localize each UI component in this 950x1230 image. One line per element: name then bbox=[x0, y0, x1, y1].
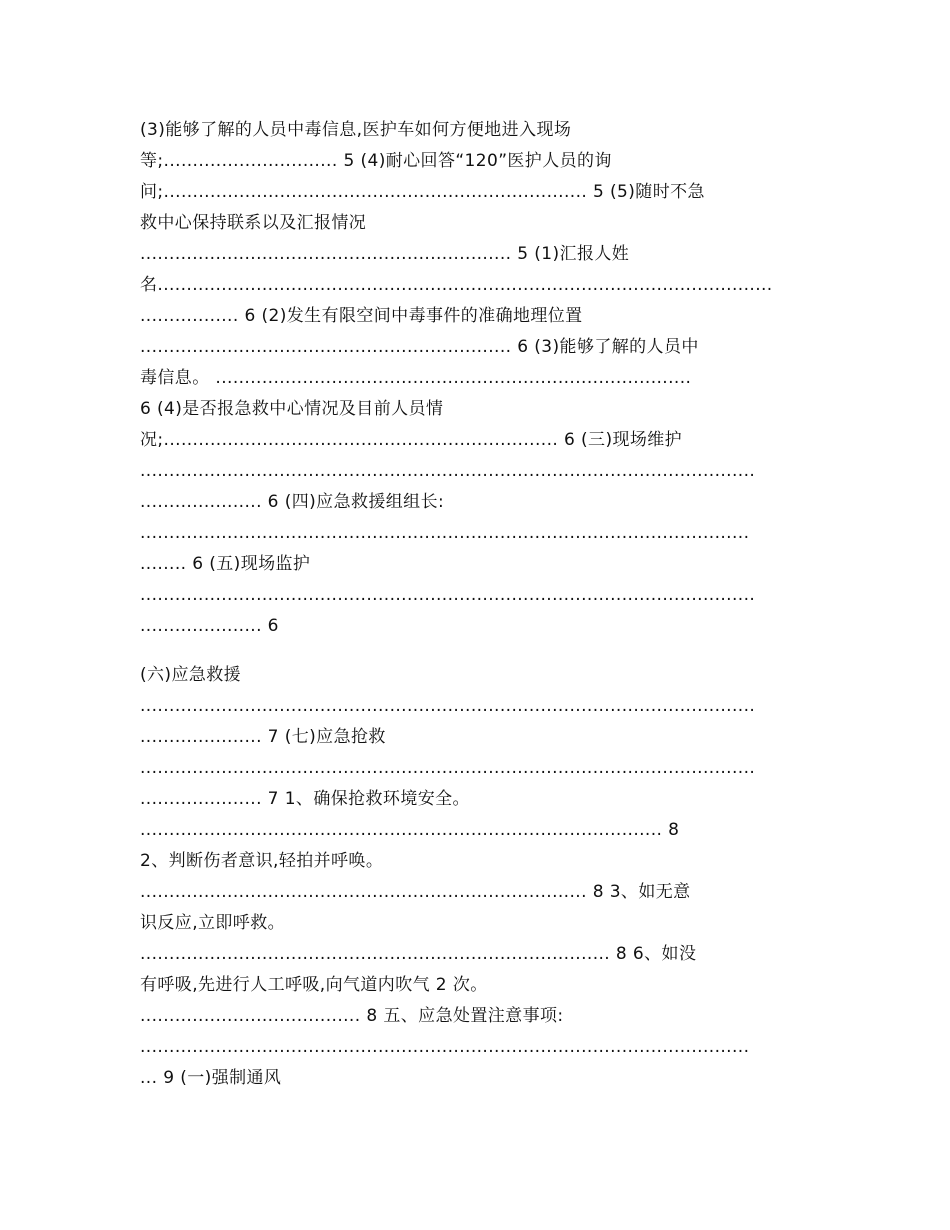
toc-line: .......................................................................................................... bbox=[140, 758, 756, 778]
toc-line: ...................................... 8 五、应急处置注意事项: bbox=[140, 1006, 564, 1026]
toc-line: (3)能够了解的人员中毒信息,医护车如何方便地进入现场 bbox=[140, 120, 572, 140]
toc-line: ..................... 7 1、确保抢救环境安全。 bbox=[140, 789, 470, 809]
toc-line: 救中心保持联系以及汇报情况 bbox=[140, 213, 367, 233]
toc-line: ........ 6 (五)现场监护 bbox=[140, 554, 311, 574]
toc-line: 毒信息。 .................................................................................. bbox=[140, 368, 692, 388]
toc-line: ..................... 6 bbox=[140, 616, 279, 636]
toc-line: .......................................................................................................... bbox=[140, 461, 756, 481]
toc-line: ... 9 (一)强制通风 bbox=[140, 1068, 282, 1088]
toc-line: 2、判断伤者意识,轻拍并呼唤。 bbox=[140, 851, 384, 871]
toc-line: .......................................................................................................... bbox=[140, 585, 756, 605]
toc-line: ................................................................................. 8 6、如没 bbox=[140, 944, 697, 964]
toc-line: 等;.............................. 5 (4)耐心回答“120”医护人员的询 bbox=[140, 151, 612, 171]
toc-line: ................................................................ 6 (3)能够了解的人员中 bbox=[140, 337, 699, 357]
toc-line: 况;.................................................................... 6 (三)现场维护 bbox=[140, 430, 683, 450]
toc-line: 问;......................................................................... 5 (5)随时不急 bbox=[140, 182, 705, 202]
toc-line: ......................................................................................................... bbox=[140, 523, 750, 543]
toc-line: ..................... 6 (四)应急救援组组长: bbox=[140, 492, 445, 512]
toc-line: 有呼吸,先进行人工呼吸,向气道内吹气 2 次。 bbox=[140, 975, 488, 995]
toc-line: 识反应,立即呼救。 bbox=[140, 913, 286, 933]
toc-line: ............................................................................. 8 3、如无意 bbox=[140, 882, 691, 902]
toc-line: (六)应急救援 bbox=[140, 665, 242, 685]
toc-line: 名.......................................................................................................... bbox=[140, 275, 773, 295]
toc-line: ......................................................................................................... bbox=[140, 1037, 750, 1057]
toc-line: ..................... 7 (七)应急抢救 bbox=[140, 727, 386, 747]
toc-line: 6 (4)是否报急救中心情况及目前人员情 bbox=[140, 399, 444, 419]
toc-line: .......................................................................................... 8 bbox=[140, 820, 680, 840]
toc-line: .......................................................................................................... bbox=[140, 696, 756, 716]
toc-line: ................................................................ 5 (1)汇报人姓 bbox=[140, 244, 630, 264]
toc-line: ................. 6 (2)发生有限空间中毒事件的准确地理位置 bbox=[140, 306, 583, 326]
